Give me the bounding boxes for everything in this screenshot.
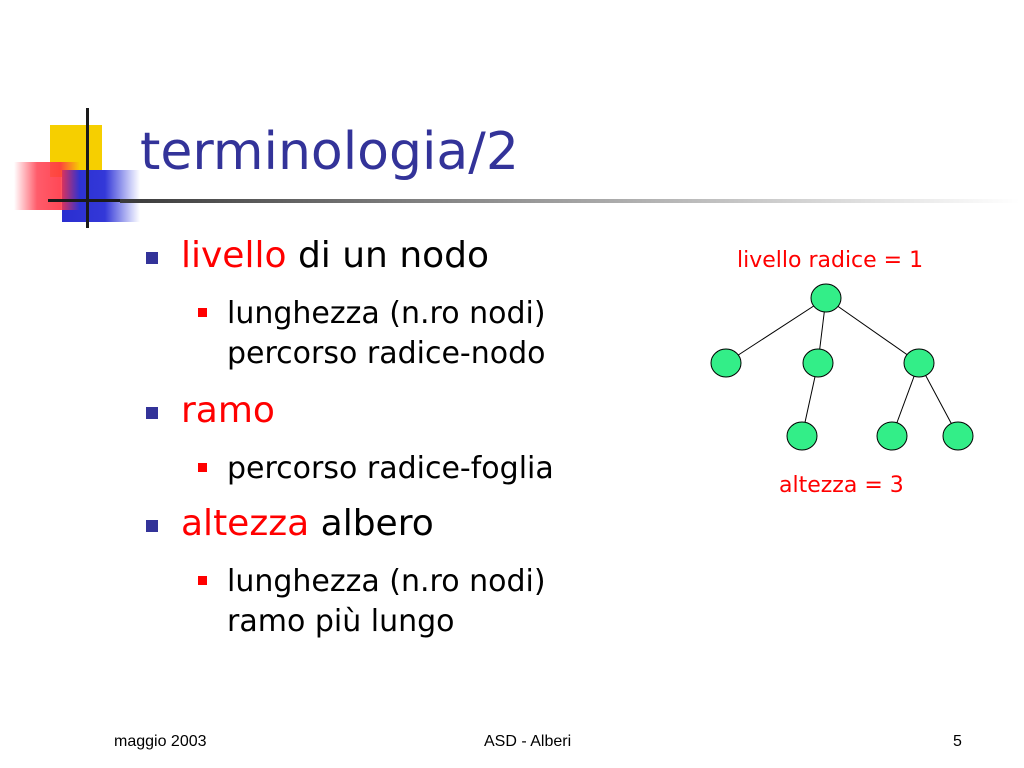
sub-bullet-line: ramo più lungo (227, 604, 455, 639)
logo-red-square (14, 162, 80, 210)
height-label: altezza = 3 (779, 473, 904, 498)
sub-bullet-square-icon (198, 308, 207, 317)
tree-node-leaf (787, 422, 817, 450)
footer-date: maggio 2003 (114, 733, 207, 750)
tree-node (803, 349, 833, 377)
footer-page-number: 5 (953, 733, 962, 750)
term-highlight: altezza (181, 503, 310, 544)
slide-title: terminologia/2 (140, 122, 519, 182)
title-underline (120, 199, 1020, 203)
term-highlight: ramo (181, 390, 275, 431)
sub-bullet-square-icon (198, 576, 207, 585)
sub-bullet-line: lunghezza (n.ro nodi) (227, 564, 546, 599)
tree-edge (826, 298, 919, 363)
term-highlight: livello (181, 235, 287, 276)
term-rest: albero (309, 503, 434, 544)
tree-diagram (690, 270, 990, 470)
tree-node-root (811, 284, 841, 312)
bullet-square-icon (146, 520, 158, 532)
sub-bullet-line: percorso radice-nodo (227, 336, 546, 371)
tree-node (904, 349, 934, 377)
sub-bullet-square-icon (198, 463, 207, 472)
logo-vertical-line (86, 108, 89, 228)
bullet-square-icon (146, 252, 158, 264)
sub-bullet-line: percorso radice-foglia (227, 451, 554, 486)
tree-node (711, 349, 741, 377)
term-rest: di un nodo (286, 235, 490, 276)
bullet-square-icon (146, 407, 158, 419)
root-level-label: livello radice = 1 (737, 248, 924, 273)
footer-title: ASD - Alberi (484, 733, 572, 750)
tree-node-leaf (943, 422, 973, 450)
tree-node-leaf (877, 422, 907, 450)
sub-bullet-line: lunghezza (n.ro nodi) (227, 296, 546, 331)
